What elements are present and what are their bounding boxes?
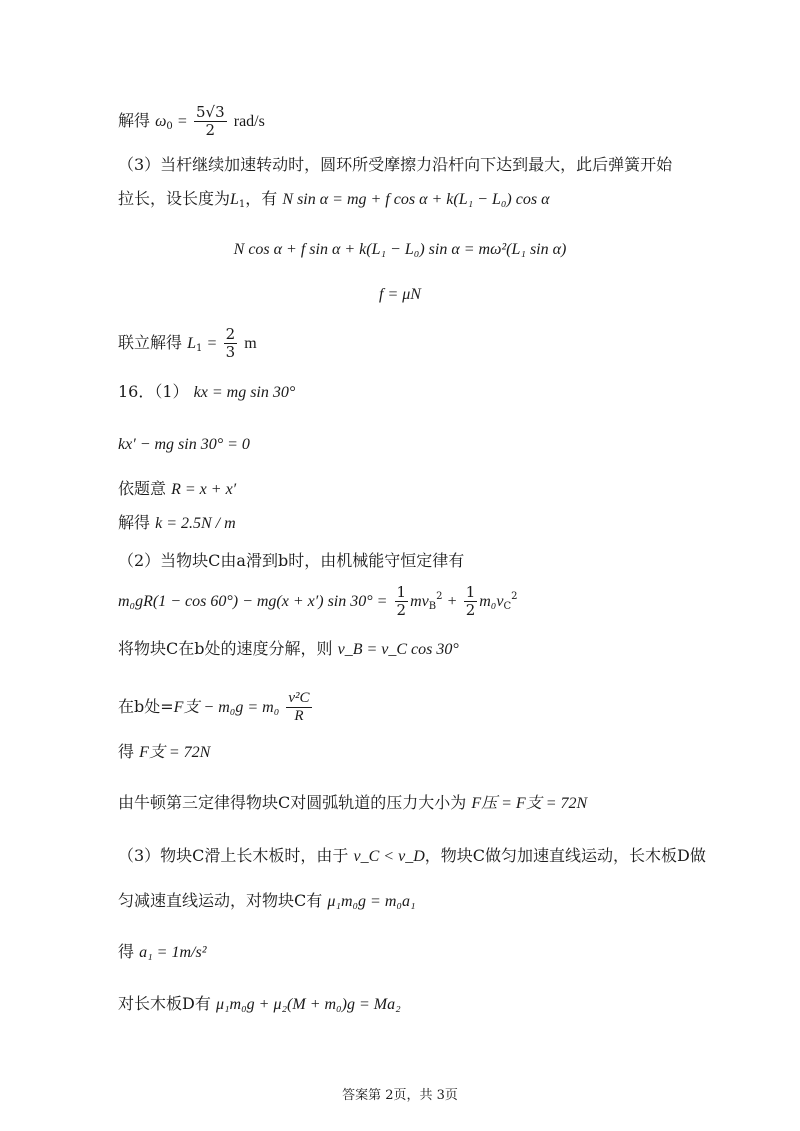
equation: kx = mg sin 30° <box>193 384 296 401</box>
omega-symbol: ω <box>155 113 167 130</box>
equation-centered-1 <box>0 238 800 261</box>
solution-k <box>118 512 236 535</box>
fraction-denominator: 2 <box>465 601 476 619</box>
equals-sign: = <box>207 335 217 352</box>
paragraph-text: （3）当杆继续加速转动时，圆环所受摩擦力沿杆向下达到最大，此后弹簧开始 <box>118 155 673 174</box>
paragraph-text: 将物块C在b处的速度分解，则 <box>118 639 333 658</box>
question-number: 16．（1） <box>118 382 189 401</box>
fraction-denominator: 3 <box>225 343 236 361</box>
equation: a₁ = 1m/s² <box>139 944 207 961</box>
lead-text: 联立解得 <box>118 333 183 352</box>
board-D-equation <box>118 993 401 1016</box>
plus-sign: + <box>447 593 457 610</box>
term-superscript: 2 <box>511 591 518 602</box>
equation: N sin α = mg + f cos α + k(L₁ − L₀) cos α <box>282 191 550 208</box>
paragraph-part2-intro <box>118 550 464 572</box>
fraction-denominator: R <box>294 708 304 724</box>
term-subscript: B <box>428 601 437 612</box>
velocity-decomposition <box>118 638 459 661</box>
fraction-numerator: v²C <box>288 690 310 706</box>
term-text: m₀v <box>479 593 504 610</box>
condition-line <box>118 478 236 501</box>
paragraph-text: 解得 <box>118 513 151 532</box>
fraction <box>194 104 227 139</box>
fraction <box>224 326 238 361</box>
fraction <box>286 690 311 725</box>
variable-subscript: 1 <box>196 343 203 354</box>
variable-subscript: 1 <box>238 199 246 210</box>
paragraph-part3-block <box>118 845 706 868</box>
paragraph-part3-intro <box>118 154 672 176</box>
equation: F压 = F支 = 72N <box>471 795 588 812</box>
paragraph-text: 对长木板D有 <box>118 994 211 1013</box>
unit: m <box>244 335 257 352</box>
result-F-support <box>118 741 210 764</box>
equation-lhs: m₀gR(1 − cos 60°) − mg(x + x′) sin 30° = <box>118 593 388 610</box>
equation: N cos α + f sin α + k(L₁ − L₀) sin α = mω²(L₁ sin α) <box>233 241 567 258</box>
paragraph-text: 在b处= <box>118 697 174 716</box>
force-at-b <box>118 690 314 725</box>
equation: kx′ − mg sin 30° = 0 <box>118 436 250 453</box>
paragraph-text: （2）当物块C由a滑到b时，由机械能守恒定律有 <box>118 551 465 570</box>
equation: v_C < v_D <box>353 848 425 865</box>
term-text: mv <box>410 593 429 610</box>
fraction-numerator: 5√3 <box>196 103 225 121</box>
equation: μ₁m₀g = m₀a₁ <box>327 893 416 910</box>
paragraph-text: （3）物块C滑上长木板时，由于 <box>118 846 349 865</box>
equation-line <box>118 433 250 456</box>
paragraph-text: 拉长，设长度为 <box>118 189 231 208</box>
paragraph-part3-eq1 <box>118 188 549 216</box>
equation-centered-2 <box>0 283 800 306</box>
solution-omega0 <box>118 104 265 139</box>
connector-text: ，有 <box>245 189 278 208</box>
equals-sign: = <box>177 113 187 130</box>
equation: v_B = v_C cos 30° <box>337 641 459 658</box>
omega-subscript: 0 <box>166 121 173 132</box>
fraction-denominator: 2 <box>396 601 407 619</box>
fraction-denominator: 2 <box>205 121 216 139</box>
equation: f = μN <box>379 286 421 303</box>
equation: k = 2.5N / m <box>155 515 236 532</box>
equation: F支 = 72N <box>139 744 211 761</box>
equation: R = x + x′ <box>171 481 237 498</box>
fraction <box>395 584 409 619</box>
variable-L: L <box>230 191 239 208</box>
solution-L1 <box>118 326 257 361</box>
unit: rad/s <box>233 113 265 130</box>
paragraph-text: 得 <box>118 742 135 761</box>
paragraph-text: 得 <box>118 942 135 961</box>
energy-conservation-equation <box>118 584 518 619</box>
term-superscript: 2 <box>436 591 443 602</box>
term-subscript: C <box>503 601 512 612</box>
fraction-numerator: 2 <box>225 325 236 343</box>
equation-lhs: F支 − m₀g = m₀ <box>173 699 280 716</box>
block-C-equation <box>118 890 416 913</box>
page-footer <box>0 1085 800 1107</box>
variable-L: L <box>187 335 197 352</box>
question-16-part1 <box>118 381 295 404</box>
paragraph-text-continued: ，物块C做匀加速直线运动，长木板D做 <box>424 846 706 865</box>
paragraph-text: 由牛顿第三定律得物块C对圆弧轨道的压力大小为 <box>118 793 467 812</box>
result-a1 <box>118 941 207 964</box>
page-number: 答案第 2页，共 3页 <box>342 1088 458 1103</box>
fraction <box>464 584 478 619</box>
lead-text: 解得 <box>118 111 151 130</box>
paragraph-text: 依题意 <box>118 479 167 498</box>
paragraph-text: 匀减速直线运动，对物块C有 <box>118 891 323 910</box>
fraction-numerator: 1 <box>396 583 407 601</box>
equation: μ₁m₀g + μ₂(M + m₀)g = Ma₂ <box>215 996 401 1013</box>
newton-third-law <box>118 792 587 815</box>
fraction-numerator: 1 <box>465 583 476 601</box>
